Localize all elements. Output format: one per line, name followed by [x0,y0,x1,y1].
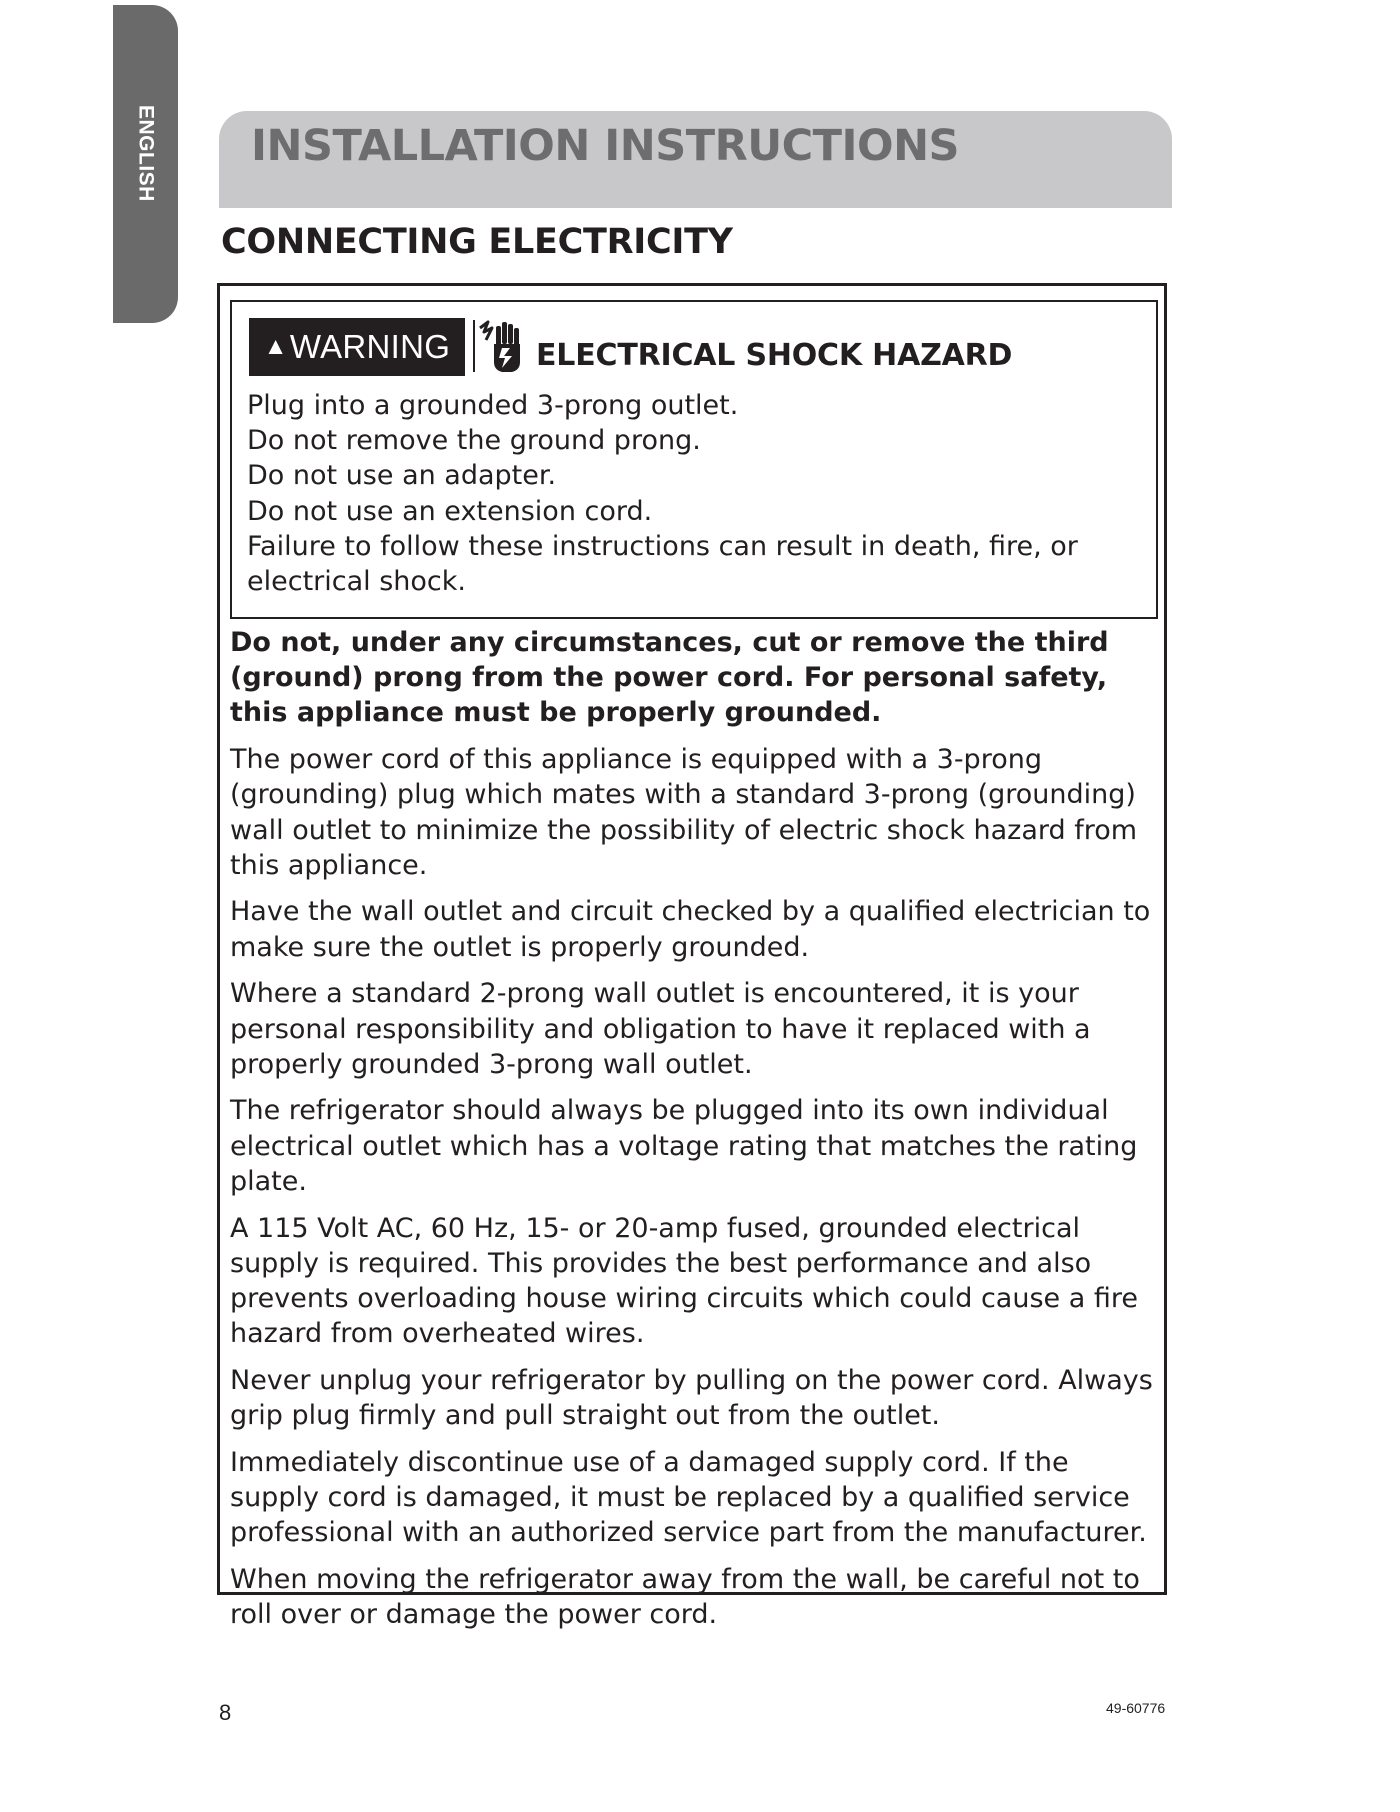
warning-box [230,300,1158,619]
header-bar [219,111,1172,208]
warning-badge [249,318,465,376]
body-paragraph: Where a standard 2-prong wall outlet is encountered, it is your personal responsibility and obligation to have it replaced with a properly grounded 3-prong wall outlet. [230,978,1091,1080]
language-tab-label-wrap [113,5,178,323]
document-number: 49-60776 [1106,1700,1166,1716]
body-paragraph: When moving the refrigerator away from the wall, be careful not to roll over or damage the power cord. [230,1563,1140,1631]
warning-line: Do not remove the ground prong. [247,425,701,457]
language-tab [113,5,178,323]
body-paragraph: The refrigerator should always be plugged into its own individual electrical outlet which has a voltage rating that matches the rating plate. [230,1095,1138,1197]
warning-line: Failure to follow these instructions can result in death, fire, or electrical shock. [247,530,1078,598]
warning-triangle-icon: ▲ [263,333,288,360]
grounding-warning-paragraph: Do not, under any circumstances, cut or remove the third (ground) prong from the power cord. For personal safety, this appliance must be properly grounded. [230,627,1109,729]
body-paragraph: A 115 Volt AC, 60 Hz, 15- or 20-amp fused, grounded electrical supply is required. This provides the best performance and also prevents overloading house wiring circuits which could cause a fire hazard from overheated wires. [230,1212,1138,1350]
language-tab-label: ENGLISH [134,105,158,202]
warning-lines [247,388,1137,599]
page-title: INSTALLATION INSTRUCTIONS [251,121,960,171]
body-paragraph: Never unplug your refrigerator by pulling on the power cord. Always grip plug firmly and pull straight out from the outlet. [230,1364,1153,1432]
warning-line: Do not use an extension cord. [247,495,653,527]
warning-line: Plug into a grounded 3-prong outlet. [247,390,739,421]
hazard-title: ELECTRICAL SHOCK HAZARD [536,338,1013,373]
body-paragraph: Have the wall outlet and circuit checked by a qualified electrician to make sure the outlet is properly grounded. [230,896,1151,963]
section-title: CONNECTING ELECTRICITY [221,222,733,262]
page-number: 8 [219,1700,232,1725]
body-paragraph: Immediately discontinue use of a damaged supply cord. If the supply cord is damaged, it must be replaced by a qualified service professional with an authorized service part from the manufacturer. [230,1446,1147,1549]
electrical-shock-hand-icon [472,318,524,374]
warning-badge-text: WARNING [289,328,451,365]
body-text [230,625,1160,1644]
body-paragraph: The power cord of this appliance is equipped with a 3-prong (grounding) plug which mates with a standard 3-prong (grounding) wall outlet to minimize the possibility of electric shock hazard from this appliance. [230,744,1138,881]
warning-line: Do not use an adapter. [247,460,557,492]
